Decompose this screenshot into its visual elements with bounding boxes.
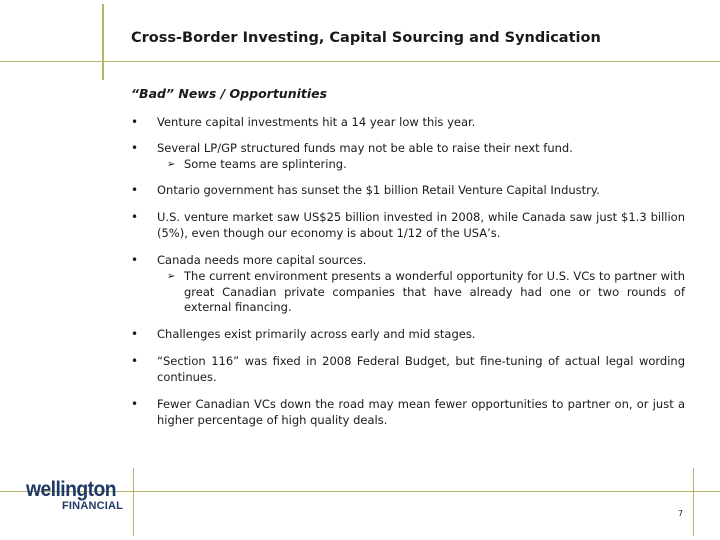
- arrow-icon: ➢: [167, 271, 176, 282]
- bullet-marker: •: [131, 183, 139, 197]
- logo-wordmark: wellington: [26, 478, 117, 501]
- bullet-marker: •: [131, 327, 139, 341]
- bullet-text: Venture capital investments hit a 14 year low this year.: [157, 115, 476, 129]
- slide-title: Cross-Border Investing, Capital Sourcing and Syndication: [131, 30, 601, 46]
- bullet-marker: •: [131, 115, 139, 129]
- bullet-marker: •: [131, 210, 139, 224]
- bullet-marker: •: [131, 141, 139, 155]
- bullet-text: Several LP/GP structured funds may not be able to raise their next fund.: [157, 141, 573, 155]
- top-vertical-rule: [102, 4, 104, 80]
- bottom-right-vertical-rule: [693, 468, 694, 536]
- bullet-text: “Section 116” was fixed in 2008 Federal Budget, but fine-tuning of actual legal wording continues.: [157, 354, 685, 384]
- sub-bullet-text: Some teams are splintering.: [184, 157, 347, 171]
- arrow-icon: ➢: [167, 159, 176, 170]
- company-logo: [26, 478, 130, 518]
- section-heading: “Bad” News / Opportunities: [131, 86, 328, 101]
- bullet-text: U.S. venture market saw US$25 billion invested in 2008, while Canada saw just $1.3 billion (5%), even though our economy is about 1/12 of the USA’s.: [157, 210, 685, 240]
- bullet-text: Fewer Canadian VCs down the road may mean fewer opportunities to partner on, or just a higher percentage of high quality deals.: [157, 397, 685, 427]
- bullet-marker: •: [131, 397, 139, 411]
- logo-subtitle: FINANCIAL: [62, 500, 124, 512]
- bullet-marker: •: [131, 253, 139, 267]
- bullet-marker: •: [131, 354, 139, 368]
- sub-bullet-text: The current environment presents a wonderful opportunity for U.S. VCs to partner with great Canadian private companies that have already had one or two rounds of external financing.: [184, 269, 685, 314]
- bullet-text: Ontario government has sunset the $1 billion Retail Venture Capital Industry.: [157, 183, 600, 197]
- bullet-text: Challenges exist primarily across early and mid stages.: [157, 327, 476, 341]
- bullet-text: Canada needs more capital sources.: [157, 253, 367, 267]
- bottom-left-vertical-rule: [133, 468, 134, 536]
- top-horizontal-rule: [0, 61, 720, 62]
- page-number: 7: [678, 509, 684, 518]
